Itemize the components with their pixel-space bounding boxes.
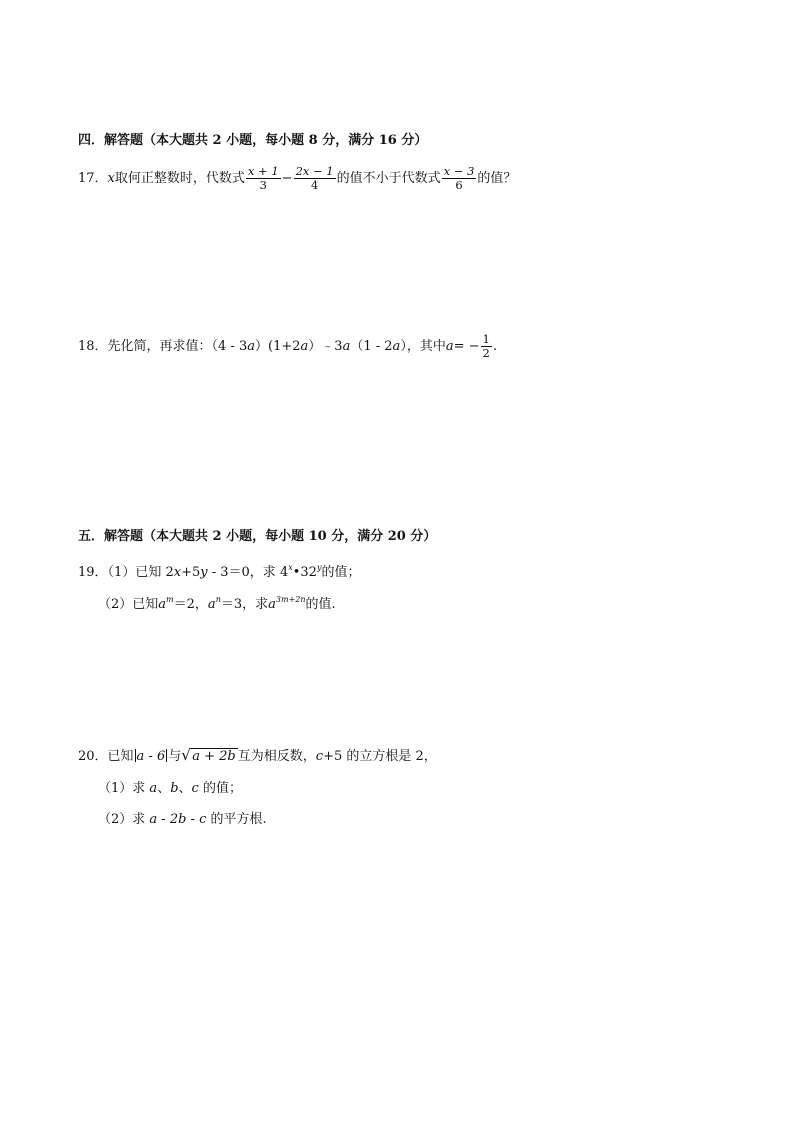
q18-fraction <box>481 333 492 360</box>
q20-p2-expression: a - 2b - c <box>149 812 207 827</box>
q18-var-a-2: a <box>300 339 309 354</box>
q19-p1-mid: +5 <box>181 565 201 580</box>
q20-p1-end: 的值； <box>202 781 242 796</box>
q19-var-a-2: a <box>207 597 216 612</box>
q18-text-4: （1 - 2 <box>350 339 393 354</box>
q17-fraction-2 <box>294 165 336 192</box>
q19-p2-prefix: （2）已知 <box>98 597 159 612</box>
q19-dot: •32 <box>292 565 317 580</box>
question-18 <box>78 332 497 362</box>
q19-sup-n: n <box>215 595 221 604</box>
q20-sep-2: 、 <box>178 781 192 796</box>
q18-period: . <box>492 339 497 354</box>
question-20-part-1 <box>98 780 242 798</box>
q20-number: 20．已知 <box>78 749 134 764</box>
radical-icon: √ <box>181 746 191 764</box>
q19-sup-x: x <box>288 563 293 572</box>
q17-f3-numerator: x − 3 <box>443 164 475 178</box>
q19-p2-end: 的值. <box>305 597 336 612</box>
q20-abs-inner: a - 6 <box>136 749 166 764</box>
question-20 <box>78 748 437 766</box>
q19-p1-end: 的值； <box>321 565 361 580</box>
q18-text-1: 先化简，再求值：（4 - 3 <box>107 339 248 354</box>
section-4-heading: 四．解答题（本大题共 2 小题，每小题 8 分，满分 16 分） <box>78 133 428 148</box>
q17-var-x: x <box>107 171 115 186</box>
q17-f2-numerator: 2x − 1 <box>295 164 334 178</box>
q19-var-y: y <box>200 565 208 580</box>
question-20-part-2 <box>98 811 267 829</box>
q17-f1-numerator: x + 1 <box>247 164 279 178</box>
abs-bar-left <box>135 749 136 762</box>
q19-number: 19． <box>78 565 108 580</box>
q19-var-x: x <box>173 565 182 580</box>
q20-var-c: c <box>315 749 324 764</box>
sqrt-expression <box>181 748 238 766</box>
q17-f2-denominator: 4 <box>310 178 319 192</box>
q18-text-3: ）﹣3 <box>308 339 343 354</box>
q20-var-c-2: c <box>191 781 199 796</box>
question-19-part-1 <box>78 559 361 582</box>
q17-text-3: 的值？ <box>477 171 517 186</box>
q19-sup-exponent: 3m+2n <box>275 595 306 604</box>
q18-f-denominator: 2 <box>482 346 490 360</box>
q20-text-3: +5 的立方根是 2， <box>323 749 437 764</box>
q19-sup-y: y <box>316 563 322 572</box>
q18-f-numerator: 1 <box>482 332 490 346</box>
q20-sep-1: 、 <box>157 781 171 796</box>
q17-minus: − <box>281 171 293 186</box>
q17-f3-denominator: 6 <box>455 178 463 192</box>
question-19-part-2 <box>98 591 336 614</box>
q18-var-a-5: a <box>445 339 454 354</box>
q20-var-b: b <box>170 781 179 796</box>
q19-p1-prefix: （1）已知 2 <box>107 565 174 580</box>
q20-text-1: 与 <box>168 749 182 764</box>
q18-equals: = − <box>453 339 480 354</box>
q17-fraction-1 <box>246 165 281 192</box>
q17-text-2: 的值不小于代数式 <box>336 171 441 186</box>
q20-text-2: 互为相反数， <box>237 749 316 764</box>
q20-var-a: a <box>149 781 158 796</box>
q19-p2-eq1: ＝2， <box>173 597 208 612</box>
q17-number: 17． <box>78 171 108 186</box>
q20-p1-prefix: （1）求 <box>98 781 146 796</box>
q18-var-a-1: a <box>247 339 256 354</box>
q19-var-a-3: a <box>268 597 276 612</box>
q18-var-a-3: a <box>342 339 351 354</box>
question-17 <box>78 164 516 194</box>
q19-p1-after: - 3＝0，求 4 <box>207 565 289 580</box>
q18-text-5: ），其中 <box>400 339 446 354</box>
q17-f1-denominator: 3 <box>259 178 267 192</box>
q20-p2-prefix: （2）求 <box>98 812 146 827</box>
q20-sqrt-inner: a + 2b <box>192 749 236 764</box>
q17-text-1: 取何正整数时，代数式 <box>114 171 245 186</box>
q19-sup-m: m <box>166 595 174 604</box>
q18-var-a-4: a <box>392 339 401 354</box>
q18-text-2: ）(1+2 <box>255 339 301 354</box>
q18-number: 18． <box>78 339 108 354</box>
section-5-heading: 五．解答题（本大题共 2 小题，每小题 10 分，满分 20 分） <box>78 529 437 544</box>
q20-p2-end: 的平方根. <box>210 812 267 827</box>
q19-var-a-1: a <box>158 597 167 612</box>
q17-fraction-3 <box>442 165 477 192</box>
q19-p2-eq2: ＝3，求 <box>220 597 269 612</box>
